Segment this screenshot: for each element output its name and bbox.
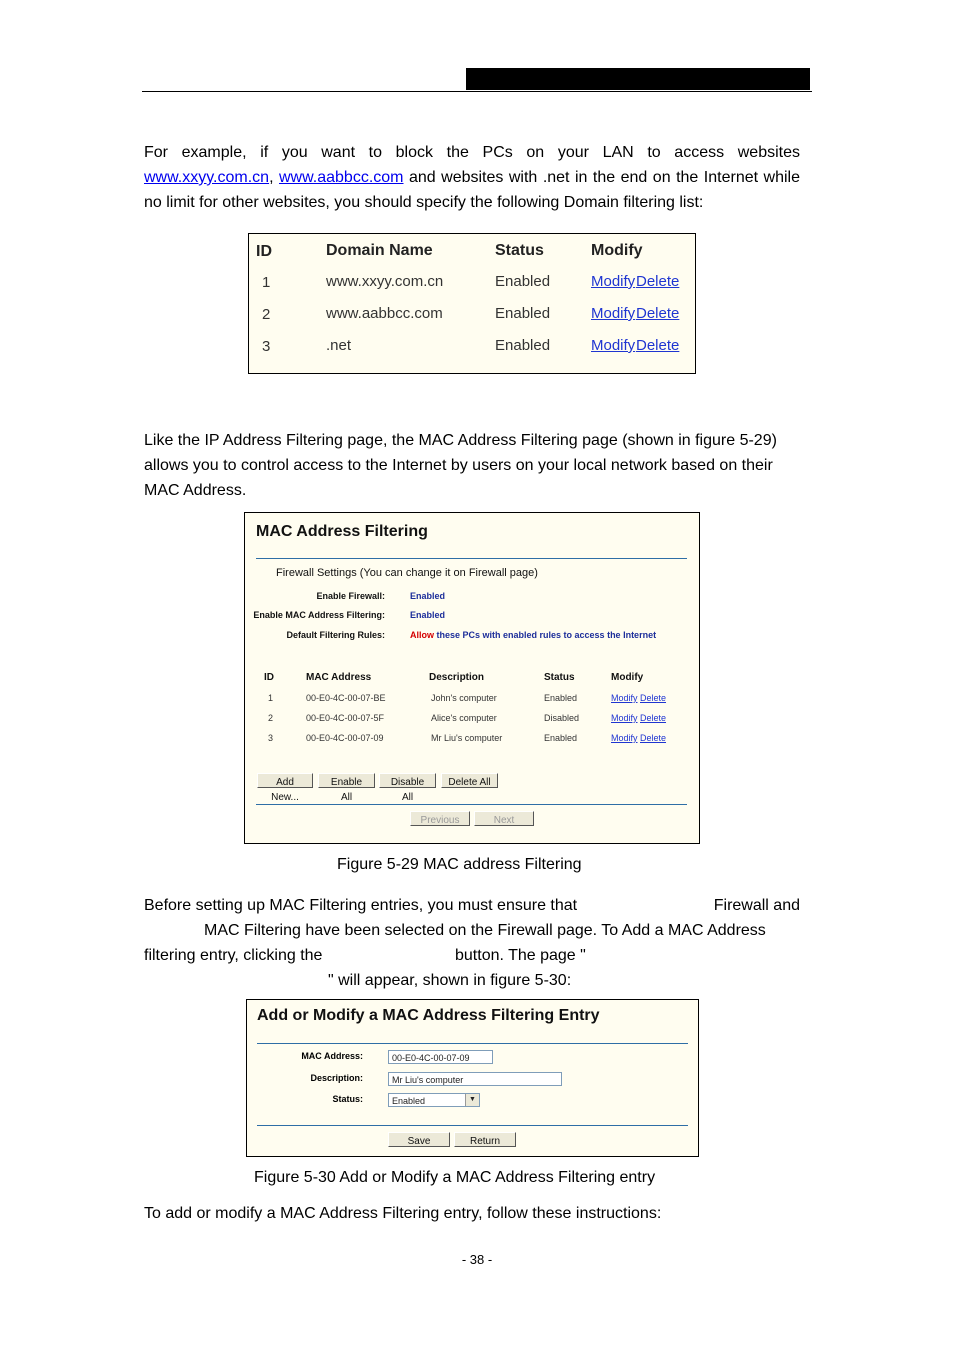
- para2-text: Like the IP Address Filtering page, the MAC Address Filtering page (shown in figure 5-29) allows you to control access to the Internet by users on your local network based on their MAC Address.: [144, 432, 777, 499]
- default-rules-value: [410, 630, 656, 640]
- mac-row1-status: Enabled: [544, 693, 578, 703]
- mac-row1-mac: 00-E0-4C-00-07-BE: [306, 693, 386, 703]
- col-domain-header: Domain Name: [326, 242, 433, 259]
- status-selected-value: Enabled: [392, 1096, 426, 1106]
- next-button[interactable]: Next: [474, 811, 534, 826]
- para3-line2: MAC Filtering have been selected on the Firewall page. To Add a MAC Address: [204, 922, 766, 939]
- mac-row3-modify-link[interactable]: Modify: [611, 733, 638, 743]
- enable-all-button[interactable]: Enable All: [318, 773, 375, 788]
- header-rule: [142, 91, 812, 92]
- mac-row3-status: Enabled: [544, 733, 578, 743]
- link-xxyy[interactable]: www.xxyy.com.cn: [144, 169, 270, 186]
- description-label: Description:: [310, 1073, 363, 1083]
- col-id-header: ID: [256, 243, 272, 260]
- para3-line1b: Firewall and: [713, 897, 800, 914]
- row2-domain: www.aabbcc.com: [326, 305, 443, 322]
- para3-line3b: button. The page ": [455, 947, 586, 964]
- para3-line3a: filtering entry, clicking the: [144, 947, 323, 964]
- title-divider: [256, 558, 687, 559]
- row1-delete-link[interactable]: Delete: [636, 273, 680, 290]
- previous-button[interactable]: Previous: [410, 811, 470, 826]
- row3-delete-link[interactable]: Delete: [636, 337, 680, 354]
- mac-col-id: ID: [264, 672, 274, 683]
- row1-status: Enabled: [495, 273, 551, 290]
- mac-row2-delete-link[interactable]: Delete: [640, 713, 667, 723]
- mac-filtering-panel: [244, 512, 700, 844]
- col-modify-header: Modify: [591, 242, 643, 259]
- default-rules-rest: these PCs with enabled rules to access the Internet: [434, 630, 657, 640]
- status-select[interactable]: [388, 1093, 480, 1107]
- para1-sep: ,: [269, 169, 279, 186]
- mac-row2-modify-link[interactable]: Modify: [611, 713, 638, 723]
- domain-filter-table: [248, 233, 696, 374]
- para3-line4: " will appear, shown in figure 5-30:: [328, 972, 572, 989]
- row2-status: Enabled: [495, 305, 551, 322]
- page-number: - 38 -: [461, 1252, 493, 1267]
- link-aabbcc[interactable]: www.aabbcc.com: [279, 169, 404, 186]
- mac-panel-title: MAC Address Filtering: [256, 523, 428, 540]
- enable-mac-value: Enabled: [410, 610, 446, 620]
- mac-col-description: Description: [429, 672, 485, 683]
- mac-row2-mac: 00-E0-4C-00-07-5F: [306, 713, 385, 723]
- mac-row3-delete-link[interactable]: Delete: [640, 733, 667, 743]
- figure-5-30-caption: Figure 5-30 Add or Modify a MAC Address Filtering entry: [254, 1169, 656, 1186]
- disable-all-button[interactable]: Disable All: [379, 773, 436, 788]
- mac-address-label: MAC Address:: [301, 1051, 363, 1061]
- mac-row3-desc: Mr Liu's computer: [431, 733, 503, 743]
- mac-row1-id: 1: [268, 693, 274, 703]
- allow-keyword: Allow: [410, 630, 434, 640]
- mac-col-status: Status: [544, 672, 575, 683]
- mac-row3-id: 3: [268, 733, 274, 743]
- return-button[interactable]: Return: [454, 1132, 516, 1147]
- mac-row2-id: 2: [268, 713, 274, 723]
- add-modify-panel: [246, 999, 699, 1157]
- mac-row1-delete-link[interactable]: Delete: [640, 693, 667, 703]
- mac-row1-modify-link[interactable]: Modify: [611, 693, 638, 703]
- add-title-divider: [257, 1043, 688, 1044]
- setup-paragraph: [144, 893, 800, 993]
- para3-line1a: Before setting up MAC Filtering entries, you must ensure that: [144, 897, 578, 914]
- mac-row2-status: Disabled: [544, 713, 580, 723]
- firewall-settings-heading: Firewall Settings (You can change it on Firewall page): [276, 567, 538, 579]
- para1-text-before: For example, if you want to block the PCs on your LAN to access websites: [144, 144, 800, 161]
- chevron-down-icon[interactable]: ▼: [465, 1094, 479, 1106]
- row3-modify-link[interactable]: Modify: [591, 337, 636, 354]
- row1-domain: www.xxyy.com.cn: [326, 273, 444, 290]
- enable-firewall-value: Enabled: [410, 591, 446, 601]
- row2-modify-link[interactable]: Modify: [591, 305, 636, 322]
- mac-intro-paragraph: [144, 428, 800, 503]
- row1-id: 1: [262, 274, 271, 291]
- status-label: Status:: [332, 1094, 363, 1104]
- para1-text-after: and websites with .net in the end on the Internet while no limit for other websites, you should specify the following Domain filtering list:: [144, 169, 801, 211]
- row3-status: Enabled: [495, 337, 551, 354]
- mac-row3-mac: 00-E0-4C-00-07-09: [306, 733, 384, 743]
- row1-modify-link[interactable]: Modify: [591, 273, 636, 290]
- enable-mac-label: Enable MAC Address Filtering:: [253, 610, 385, 620]
- header-bar: [466, 68, 810, 90]
- row2-delete-link[interactable]: Delete: [636, 305, 680, 322]
- mac-col-mac: MAC Address: [306, 672, 372, 683]
- row3-id: 3: [262, 338, 271, 355]
- mac-col-modify: Modify: [611, 672, 644, 683]
- row2-id: 2: [262, 306, 271, 323]
- buttons-divider: [256, 804, 687, 805]
- enable-firewall-label: Enable Firewall:: [316, 591, 385, 601]
- default-rules-label: Default Filtering Rules:: [286, 630, 385, 640]
- intro-paragraph: [144, 140, 800, 215]
- description-input[interactable]: Mr Liu's computer: [388, 1072, 562, 1086]
- row3-domain: .net: [326, 337, 352, 354]
- mac-address-input[interactable]: 00-E0-4C-00-07-09: [388, 1050, 493, 1064]
- add-new-button[interactable]: Add New...: [257, 773, 313, 788]
- col-status-header: Status: [495, 242, 544, 259]
- save-button[interactable]: Save: [388, 1132, 450, 1147]
- figure-5-29-caption: Figure 5-29 MAC address Filtering: [337, 856, 582, 873]
- mac-row1-desc: John's computer: [431, 693, 497, 703]
- delete-all-button[interactable]: Delete All: [441, 773, 498, 788]
- add-buttons-divider: [257, 1125, 688, 1126]
- instructions-paragraph: To add or modify a MAC Address Filtering entry, follow these instructions:: [144, 1205, 662, 1222]
- add-panel-title: Add or Modify a MAC Address Filtering Entry: [257, 1007, 600, 1024]
- mac-row2-desc: Alice's computer: [431, 713, 497, 723]
